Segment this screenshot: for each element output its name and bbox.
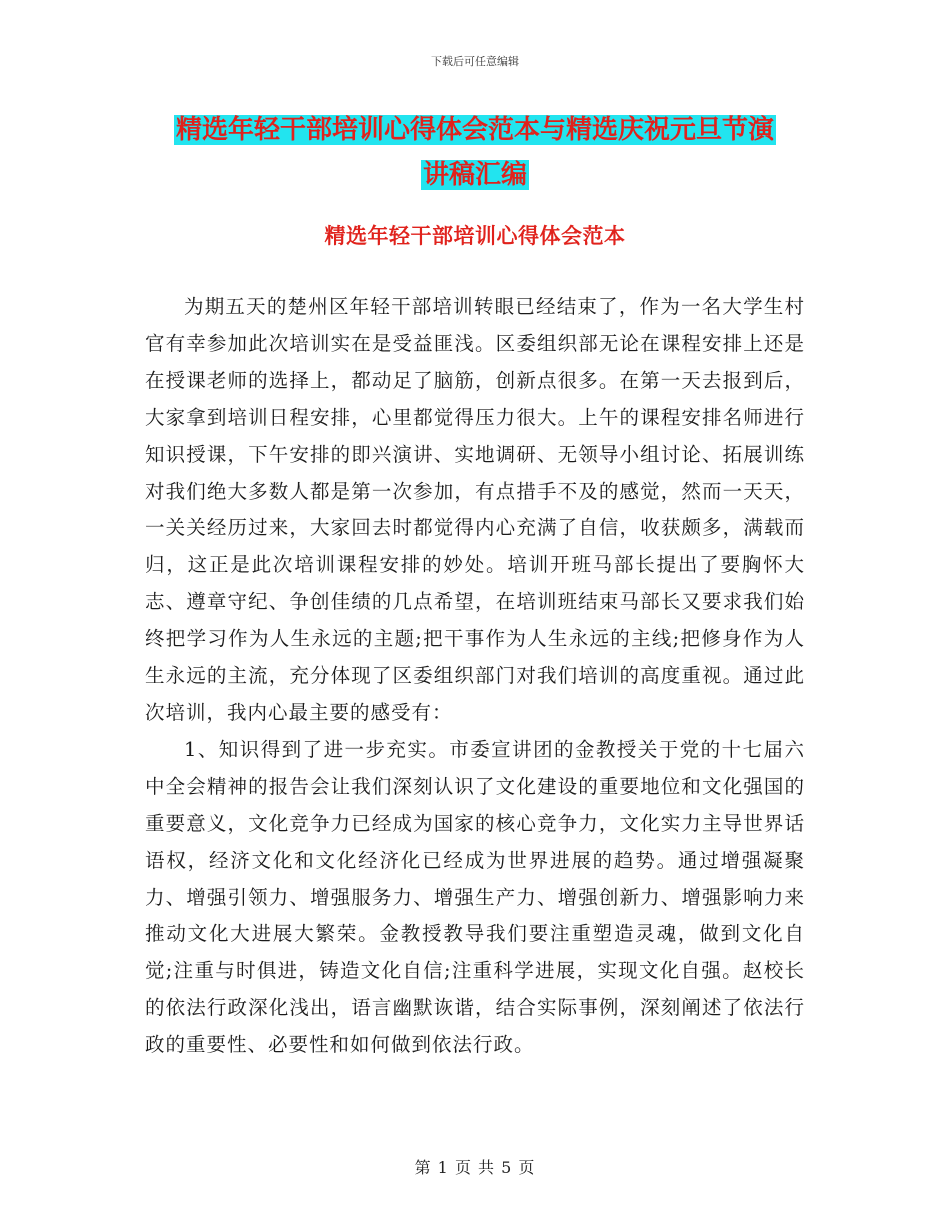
body-paragraph: 为期五天的楚州区年轻干部培训转眼已经结束了，作为一名大学生村官有幸参加此次培训实在是受益匪浅。区委组织部无论在课程安排上还是在授课老师的选择上，都动足了脑筋，创新点很多。在第一天去报到后，大家拿到培训日程安排，心里都觉得压力很大。上午的课程安排名师进行知识授课，下午安排的即兴演讲、实地调研、无领导小组讨论、拓展训练对我们绝大多数人都是第一次参加，有点措手不及的感觉，然而一天天，一关关经历过来，大家回去时都觉得内心充满了自信，收获颇多，满载而归，这正是此次培训课程安排的妙处。培训开班马部长提出了要胸怀大志、遵章守纪、争创佳绩的几点希望，在培训班结束马部长又要求我们始终把学习作为人生永远的主题;把干事作为人生永远的主线;把修身作为人生永远的主流，充分体现了区委组织部门对我们培训的高度重视。通过此次培训，我内心最主要的感受有：	[145, 295, 805, 724]
page-number: 第 1 页 共 5 页	[414, 1158, 536, 1177]
document-title-line-1: 精选年轻干部培训心得体会范本与精选庆祝元旦节演	[175, 115, 774, 145]
header-note: 下载后可任意编辑	[431, 55, 519, 68]
document-title-line-2: 讲稿汇编	[422, 160, 527, 190]
document-title	[140, 108, 810, 198]
body-paragraph: 1、知识得到了进一步充实。市委宣讲团的金教授关于党的十七届六中全会精神的报告会让我们深刻认识了文化建设的重要地位和文化强国的重要意义，文化竞争力已经成为国家的核心竞争力，文化实力主导世界话语权，经济文化和文化经济化已经成为世界进展的趋势。通过增强凝聚力、增强引领力、增强服务力、增强生产力、增强创新力、增强影响力来推动文化大进展大繁荣。金教授教导我们要注重塑造灵魂，做到文化自觉;注重与时俱进，铸造文化自信;注重科学进展，实现文化自强。赵校长的依法行政深化浅出，语言幽默诙谐，结合实际事例，深刻阐述了依法行政的重要性、必要性和如何做到依法行政。	[145, 737, 805, 1057]
section-title: 精选年轻干部培训心得体会范本	[324, 224, 626, 248]
document-body	[145, 289, 805, 1064]
